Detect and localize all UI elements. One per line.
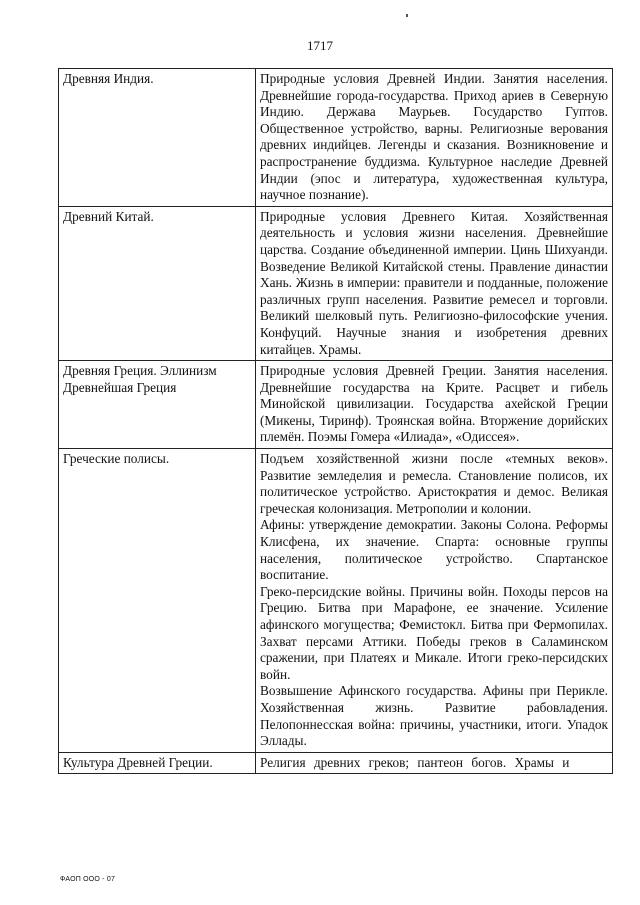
content-paragraph: Возвышение Афинского государства. Афины при Перикле. Хозяйственная жизнь. Развитие рабовладения. Пелопоннесская война: причины, участники, итоги. Упадок Эллады. [260,683,608,749]
table-row [59,206,613,360]
topic-title: Древняя Греция. Эллинизм [63,363,217,379]
page-number: 1717 [307,38,333,53]
table-row [59,752,613,774]
topic-cell [59,752,256,774]
table-row [59,449,613,753]
content-paragraph: Природные условия Древней Греции. Занятия населения. Древнейшие государства на Крите. Расцвет и гибель Минойской цивилизации. Государства ахейской Греции (Микены, Тиринф). Троянская война. Вторжение дорийских племён. Поэмы Гомера «Илиада», «Одиссея». [260,363,608,445]
content-cell [256,752,613,774]
topic-cell [59,206,256,360]
topic-cell [59,69,256,207]
topic-subtitle: Древнейшая Греция [63,379,177,395]
content-paragraph: Греко-персидские войны. Причины войн. Походы персов на Грецию. Битва при Марафоне, ее значение. Усиление афинского могущества; Фемистокл. Битва при Фермопилах. Захват персами Аттики. Победы греков в Саламинском сражении, при Платеях и Микале. Итоги греко-персидских войн. [260,583,608,682]
content-cell [256,449,613,753]
table-row [59,69,613,207]
topic-title: Древний Китай. [63,208,154,224]
content-paragraph: Религия древних греков; пантеон богов. Храмы и [260,754,570,770]
table-row [59,361,613,449]
content-paragraph: Подъем хозяйственной жизни после «темных веков». Развитие земледелия и ремесла. Становление полисов, их политическое устройство. Аристократия и демос. Великая греческая колонизация. Метрополии и колонии. [260,451,608,516]
topic-cell [59,449,256,753]
syllabus-table [58,68,613,774]
topic-title: Греческие полисы. [63,451,170,467]
topic-cell [59,361,256,449]
topic-title: Древняя Индия. [63,71,154,86]
content-cell [256,206,613,360]
content-paragraph: Природные условия Древнего Китая. Хозяйственная деятельность и условия жизни населения. Древнейшие царства. Создание объединенной империи. Цинь Шихуанди. Возведение Великой Китайской стены. Правление династии Хань. Жизнь в империи: правители и подданные, положение различных групп населения. Развитие ремесел и торговли. Великий шелковый путь. Религиозно-философские учения. Конфуций. Научные знания и изобретения древних китайцев. Храмы. [260,208,608,357]
scan-speck [406,14,408,17]
topic-title: Культура Древней Греции. [63,754,213,770]
footer-code: ФАОП ООО - 07 [60,876,116,883]
content-cell [256,69,613,207]
content-cell [256,361,613,449]
content-paragraph: Природные условия Древней Индии. Занятия населения. Древнейшие города-государства. Приход ариев в Северную Индию. Держава Маурьев. Государство Гуптов. Общественное устройство, варны. Религиозные верования древних индийцев. Легенды и сказания. Возникновение и распространение буддизма. Культурное наследие Древней Индии (эпос и литература, художественная культура, научное познание). [260,71,608,203]
content-paragraph: Афины: утверждение демократии. Законы Солона. Реформы Клисфена, их значение. Спарта: основные группы населения, политическое устройство. Спартанское воспитание. [260,517,608,583]
